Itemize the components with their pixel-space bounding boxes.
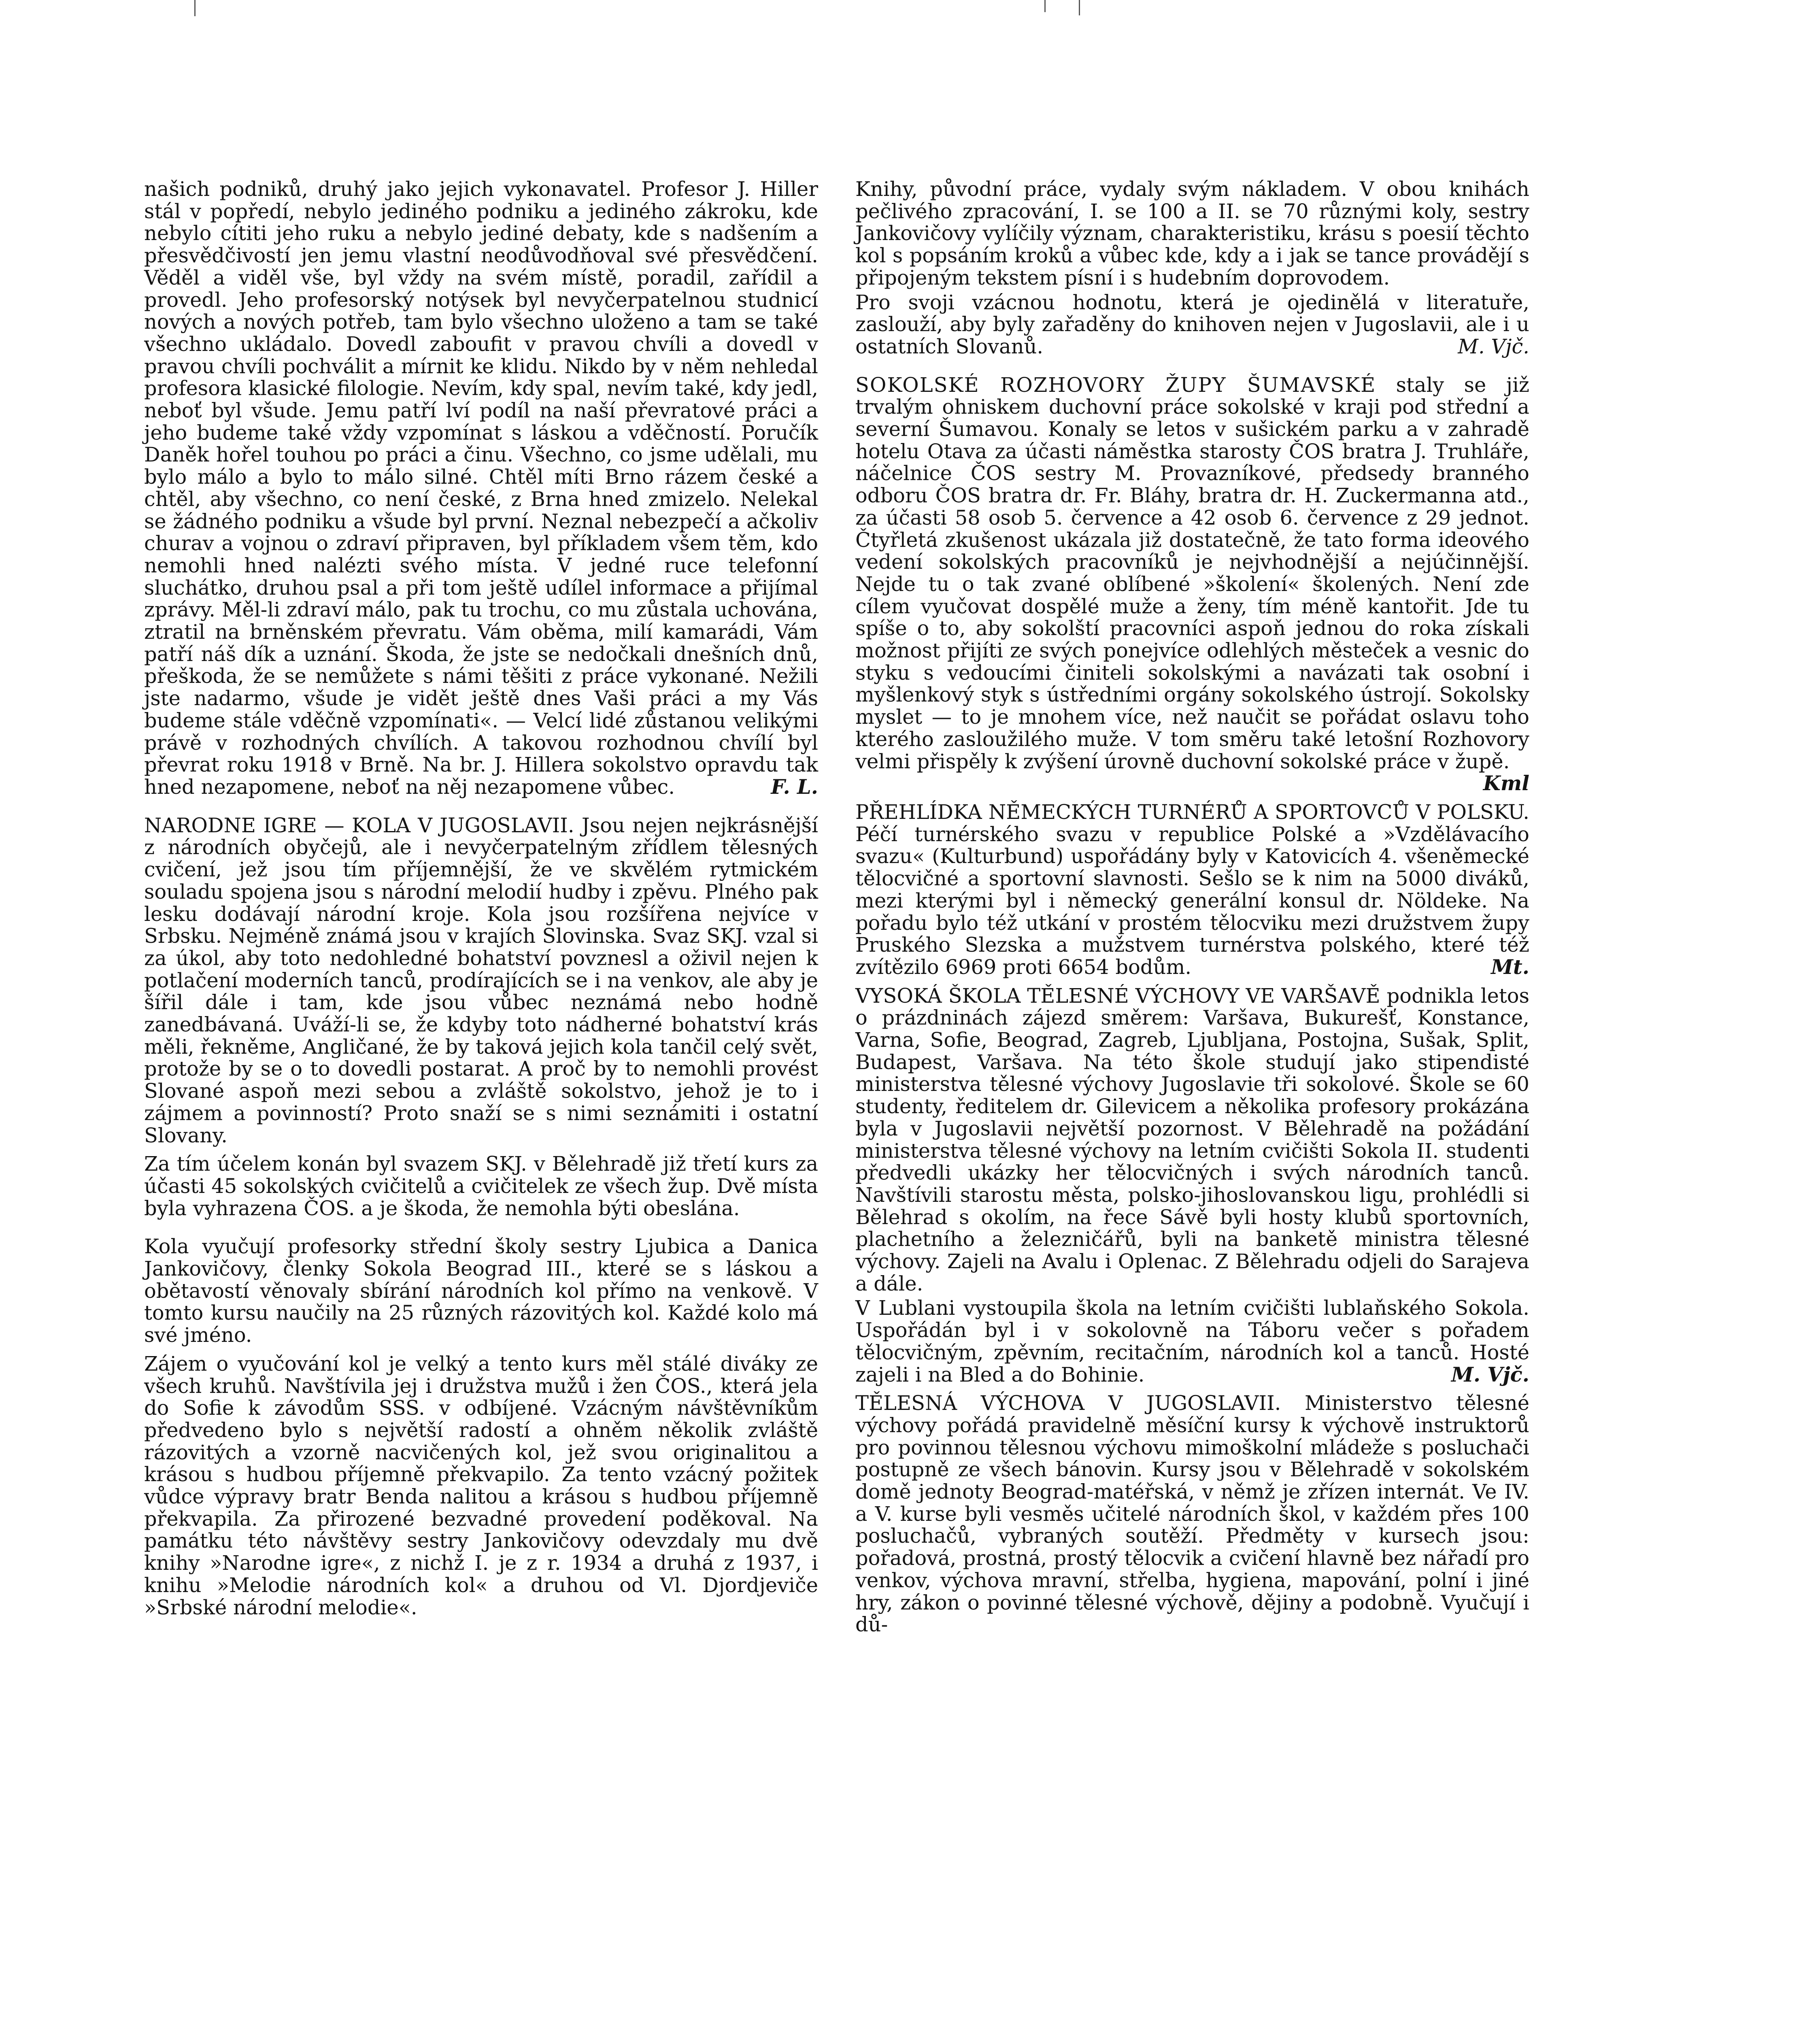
paragraph-knihy: [855, 178, 1529, 289]
scan-mark: [194, 0, 196, 16]
paragraph-text: Knihy, původní práce, vydaly svým nákladem. V obou knihách pečlivého zpracování, I. se 100 a II. se 70 různými koly, sestry Jankovičovy vylíčily význam, charakteristiku, krásu s poesií těchto kol s popsáním kroků a vůbec kde, kdy a i jak se tance provádějí s připojeným tekstem písní i s hudebním doprovodem.: [855, 177, 1529, 289]
author-signature: Mt.: [1491, 955, 1529, 979]
article-polsko: [855, 801, 1529, 978]
article-heading: SOKOLSKÉ ROZHOVORY ŽUPY ŠUMAVSKÉ: [855, 373, 1376, 397]
author-signature: Kml: [1483, 772, 1529, 795]
paragraph-text: Kola vyučují profesorky střední školy sestry Ljubica a Danica Jankovičovy, členky Sokola Beograd III., které se s láskou a obětavostí věnovaly sbírání národních kol přímo na venkově. V tomto kursu naučily na 25 různých rázovitých kol. Každé kolo má své jméno.: [144, 1235, 818, 1347]
scan-mark: [1044, 0, 1046, 12]
article-varsava: [855, 985, 1529, 1295]
paragraph-text: našich podniků, druhý jako jejich vykonavatel. Profesor J. Hiller stál v popředí, nebylo jediného podniku a jediného zákroku, kde nebylo cítiti jeho ruku a nebylo jediné debaty, kde s nadšením a přesvědčivostí jen jemu vlastní neodůvodňoval své přesvědčení. Věděl a viděl vše, byl vždy na svém místě, poradil, zařídil a provedl. Jeho profesorský notýsek byl nevyčerpatelnou studnicí nových a nových potřeb, tam bylo všechno uloženo a tam se také všechno ukládalo. Dovedl zaboufit v pravou chvíli a dovedl v pravou chvíli pochválit a mírnit ke klidu. Nikdo by v něm nehledal profesora klasické filologie. Nevím, kdy spal, nevím také, kdy jedl, neboť byl všude. Jemu patří lví podíl na naší převratové práci a jeho budeme také vždy vzpomínat s láskou a vděčností. Poručík Daněk hořel touhou po práci a činu. Všechno, co jsme udělali, mu bylo málo a bylo to málo silné. Chtěl míti Brno rázem české a chtěl, aby všechno, co není české, z Brna hned zmizelo. Nelekal se žádného podniku a všude byl první. Neznal nebezpečí a ačkoliv churav a vojnou o zdraví připraven, byl příkladem všem těm, kdo nemohli hned nalézti svého místa. V jedné ruce telefonní sluchátko, druhou psal a při tom ještě udílel informace a přijímal zprávy. Měl-li zdraví málo, pak tu trochu, co mu zůstala uchována, ztratil na brněnském převratu. Vám oběma, milí kamarádi, Vám patří náš dík a uznání. Škoda, že jste se nedočkali dnešních dnů, přeškoda, že se nemůžete s námi těšiti z práce vykonané. Nežili jste nadarmo, všude je vidět ještě dnes Vaši práci a my Vás budeme stále vděčně vzpomínati«. — Velcí lidé zůstanou velikými právě v rozhodných chvílích. A takovou rozhodnou chvílí byl převrat roku 1918 v Brně. Na br. J. Hillera sokolstvo opravdu tak hned nezapomene, neboť na něj nezapomene vůbec.: [144, 177, 818, 799]
paragraph-text: Za tím účelem konán byl svazem SKJ. v Bělehradě již třetí kurs za účasti 45 sokolských cvičitelů a cvičitelek ze všech žup. Dvě místa byla vyhrazena ČOS. a je škoda, že nemohla býti obeslána.: [144, 1152, 818, 1220]
right-column: [855, 178, 1529, 1636]
author-signature: F. L.: [771, 775, 818, 799]
paragraph-text: Zájem o vyučování kol je velký a tento kurs měl stálé diváky ze všech kruhů. Navštívila jej i družstva mužů i žen ČOS., která jela do Sofie k závodům SSS. v odbíjené. Vzácným návštěvníkům předvedeno bylo s největší radostí a ohněm několik zvláště rázovitých a vzorně nacvičených kol, jež svou originalitou a krásou s hudbou příjemně překvapilo. Za tento vzácný požitek vůdce výpravy bratr Benda nalitou a krásou s hudbou příjemně překvapila. Za přirozené bezvadné provedení poděkoval. Na památku této návštěvy sestry Jankovičovy odevzdaly mu dvě knihy »Narodne igre«, z nichž I. je z r. 1934 a druhá z 1937, i knihu »Melodie národních kol« a druhou od Vl. Djordjeviče »Srbské národní melodie«.: [144, 1352, 818, 1619]
paragraph-text: TĚLESNÁ VÝCHOVA V JUGOSLAVII. Ministerstvo tělesné výchovy pořádá pravidelně měsíční kursy k výchově instruktorů pro povinnou tělesnou výchovu mimoškolní mládeže s posluchači postupně ze všech bánovin. Kursy jsou v Bělehradě v sokolském domě jednoty Beograd-matéřská, v němž je zřízen internát. Ve IV. a V. kurse byli vesměs učitelé národních škol, v každém přes 100 posluchačů, vybraných soutěží. Předměty v kursech jsou: pořadová, prostná, prostý tělocvik a cvičení hlavně bez nářadí pro venkov, výchova mravní, střelba, hygiena, mapování, polní i jiné hry, zákon o povinné tělesné výchově, dějiny a podobně. Vyučují i dů-: [855, 1391, 1529, 1637]
paragraph-kurs: [144, 1153, 818, 1219]
paragraph-kola: [144, 1235, 818, 1346]
article-hiller-paragraph: [144, 178, 818, 798]
author-signature: M. Vjč.: [1451, 1363, 1529, 1386]
paragraph-text: PŘEHLÍDKA NĚMECKÝCH TURNÉRŮ A SPORTOVCŮ V POLSKU. Péčí turnérského svazu v republice Polské a »Vzdělávacího svazu« (Kulturbund) uspořádány byly v Katovicích 4. všeněmecké tělocvičné a sportovní slavnosti. Sešlo se k nim na 5000 diváků, mezi kterými byl i německý generální konsul dr. Nöldeke. Na pořadu bylo též utkání v prostém tělocviku mezi družstvem župy Pruského Slezska a mužstvem turnérstva polského, které též zvítězilo 6969 proti 6654 bodům.: [855, 800, 1529, 979]
article-sumava: [855, 373, 1529, 795]
paragraph-hodnota: [855, 291, 1529, 358]
paragraph-text: staly se již trvalým ohniskem duchovní práce sokolské v kraji pod střední a severní Šumavou. Konaly se letos v sušickém parku a v zahradě hotelu Otava za účasti náměstka starosty ČOS bratra J. Truhláře, náčelnice ČOS sestry M. Provazníkové, předsedy branného odboru ČOS bratra dr. Fr. Bláhy, bratra dr. H. Zuckermanna atd., za účasti 58 osob 5. července a 42 osob 6. července z 29 jednot. Čtyřletá zkušenost ukázala již dostatečně, že tato forma ideového vedení sokolských pracovníků je nejvhodnější a nejúčinnější. Nejde tu o tak zvané oblíbené »školení« školených. Není zde cílem vyučovat dospělé muže a ženy, tím méně kantořit. Jde tu spíše o to, aby sokolští pracovníci aspoň jednou do roka získali možnost přijíti ze svých ponejvíce odlehlých městeček a vesnic do styku s vedoucími činiteli sokolskými a navázati tak osobní i myšlenkový styk s ústředními orgány sokolského ústrojí. Sokolsky myslet — to je mnohem více, než naučit se pořádat oslavu toho kterého zasloužilého muže. V tom směru také letošní Rozhovory velmi přispěly k zvýšení úrovně duchovní sokolské práce v župě.: [855, 373, 1529, 773]
left-column: [144, 178, 818, 1618]
scan-mark: [1079, 0, 1080, 15]
article-narodne-igre: [144, 814, 818, 1147]
paragraph-text: V Lublani vystoupila škola na letním cvičišti lublaňského Sokola. Uspořádán byl i v sokolovně na Táboru večer s pořadem tělocvičným, zpěvním, recitačním, národních kol a tanců. Hosté zajeli i na Bled a do Bohinie.: [855, 1296, 1529, 1386]
paragraph-text: Pro svoji vzácnou hodnotu, která je ojedinělá v literatuře, zaslouží, aby byly zařaděny do knihoven nejen v Jugoslavii, ale i u ostatních Slovanů.: [855, 290, 1529, 358]
paragraph-lublan: [855, 1297, 1529, 1386]
author-signature: M. Vjč.: [1458, 334, 1529, 358]
paragraph-text: VYSOKÁ ŠKOLA TĚLESNÉ VÝCHOVY VE VARŠAVĚ podnikla letos o prázdninách zájezd směrem: Varšava, Bukurešť, Konstance, Varna, Sofie, Beograd, Zagreb, Ljubljana, Postojna, Sušak, Split, Budapest, Varšava. Na této škole studují jako stipendisté ministerstva tělesné výchovy Jugoslavie tři sokolové. Škole se 60 studenty, ředitelem dr. Gilevicem a několika profesory prokázána byla v Jugoslavii největší pozornost. V Bělehradě na požádání ministerstva tělesné výchovy na letním cvičišti Sokola II. studenti předvedli ukázky her tělocvičných i svých národních tanců. Navštívili starostu města, polsko-jihoslovanskou ligu, prohlédli si Bělehrad s okolím, na řece Sávě byli hosty klubů sportovních, plachetního a železničářů, byli na banketě ministra tělesné výchovy. Zajeli na Avalu i Oplenac. Z Bělehradu odjeli do Sarajeva a dále.: [855, 984, 1529, 1295]
article-jugoslavie: [855, 1392, 1529, 1636]
paragraph-zajem: [144, 1353, 818, 1618]
paragraph-text: NARODNE IGRE — KOLA V JUGOSLAVII. Jsou nejen nejkrásnější z národních obyčejů, ale i nevyčerpatelným zřídlem tělesných cvičení, jež jsou tím příjemnější, že ve skvělém rytmickém souladu spojena jsou s národní melodií hudby i zpěvu. Plného pak lesku dodávají národní kroje. Kola jsou rozšířena nejvíce v Srbsku. Nejméně známá jsou v krajích Slovinska. Svaz SKJ. vzal si za úkol, aby toto nedohledné bohatství povznesl a oživil nejen k potlačení moderních tanců, prodírajících se i na venkov, ale aby je šířil dále i tam, kde jsou vůbec neznámá nebo hodně zanedbávaná. Uváží-li se, že kdyby toto nádherné bohatství krás měli, řekněme, Angličané, že by taková jejich kola tančil celý svět, protože by se o to dovedli postarat. A proč by to nemohli provést Slované aspoň mezi sebou a zvláště sokolstvo, jehož je to i zájmem a povinností? Proto snaží se s nimi seznámiti i ostatní Slovany.: [144, 813, 818, 1147]
